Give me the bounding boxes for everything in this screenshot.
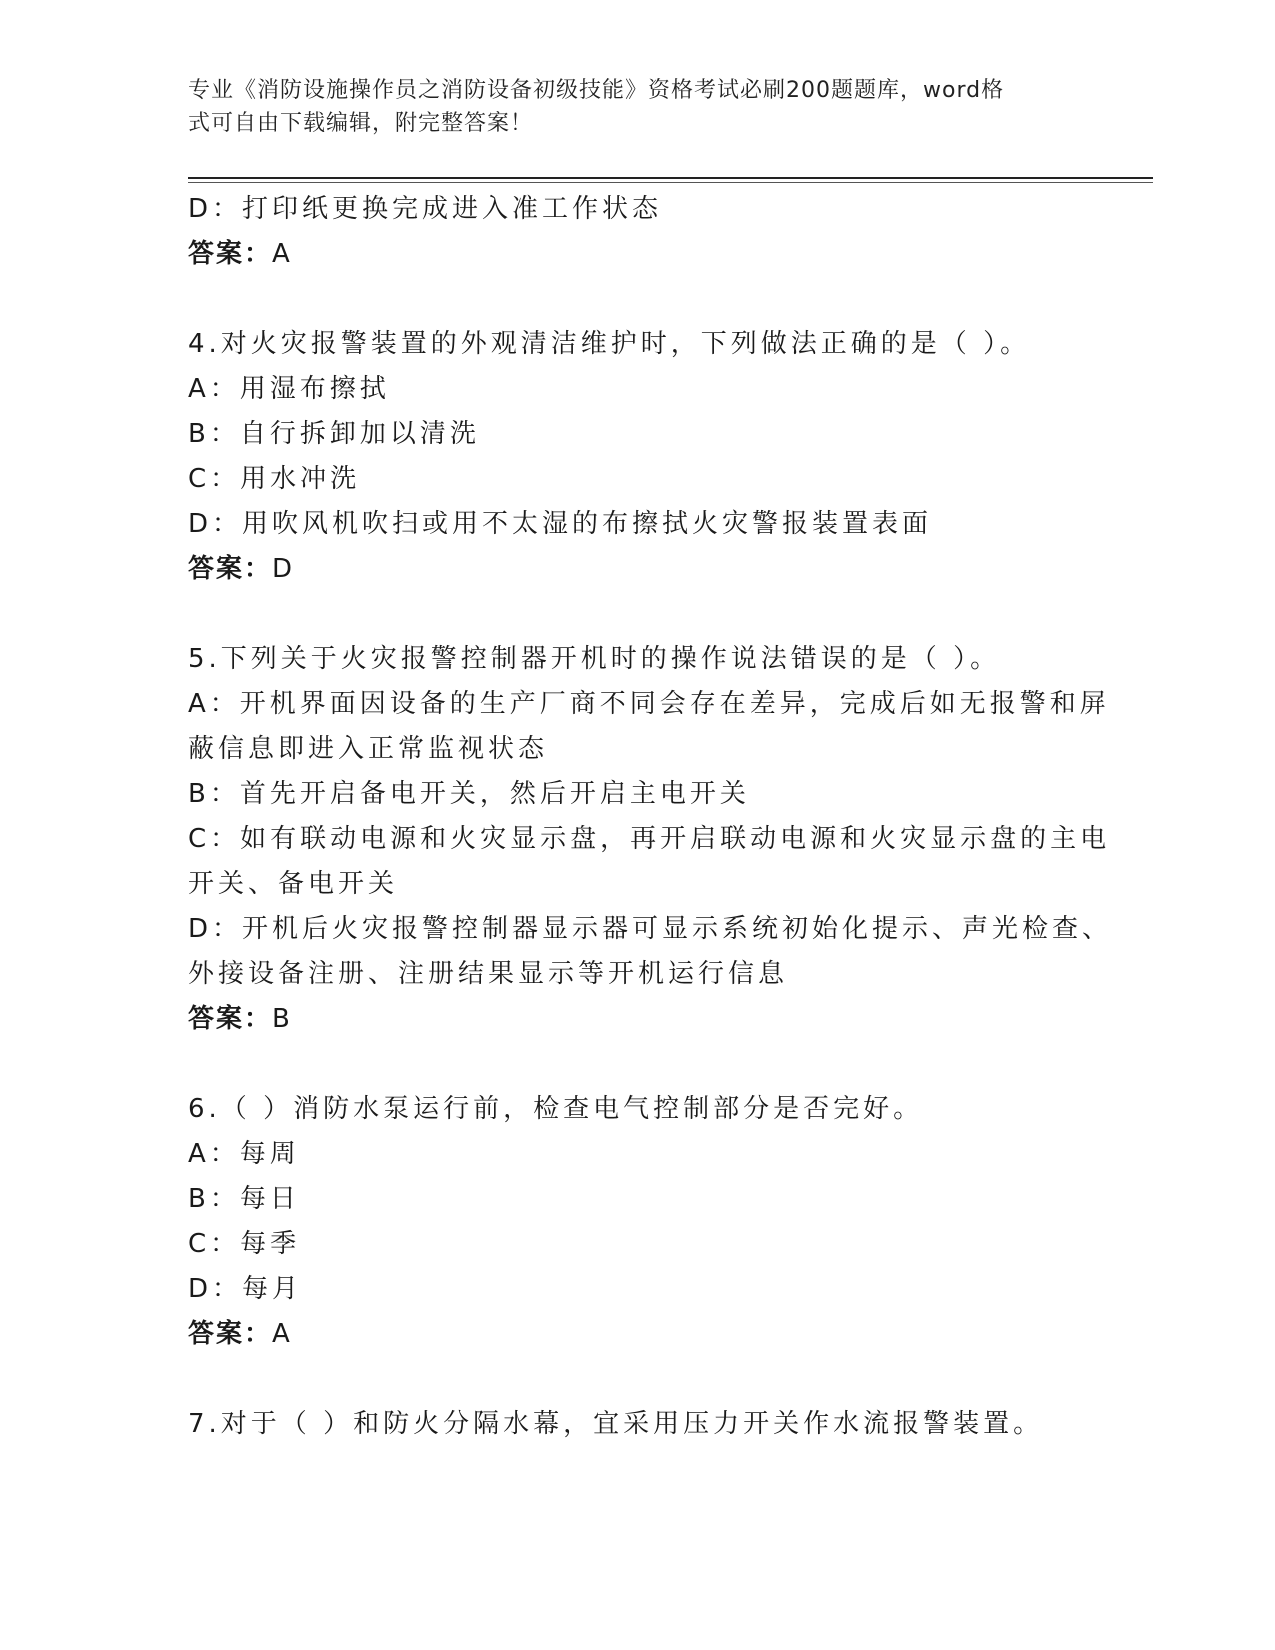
question-content [188,187,1113,1447]
option-a: A：开机界面因设备的生产厂商不同会存在差异，完成后如无报警和屏 [188,689,1110,719]
option-d: D：打印纸更换完成进入准工作状态 [188,194,663,224]
option-d: D：每月 [188,1274,303,1304]
answer-line [188,547,1088,592]
answer-label: 答案： [188,554,273,584]
question-stem: 4.对火灾报警装置的外观清洁维护时，下列做法正确的是（ ）。 [188,329,1031,359]
header-divider-thin [188,182,1153,183]
question-stem: 6.（ ）消防水泵运行前，检查电气控制部分是否完好。 [188,1094,924,1124]
page-header [188,74,1068,140]
answer-value: A [272,1319,292,1349]
spacer [188,592,1088,637]
option-c: C：每季 [188,1229,301,1259]
answer-line [188,1312,1088,1357]
option-a: A：每周 [188,1139,300,1169]
question-stem: 5.下列关于火灾报警控制器开机时的操作说法错误的是（ ）。 [188,644,1001,674]
spacer [188,1042,1088,1087]
question-stem: 7.对于（ ）和防火分隔水幕，宜采用压力开关作水流报警装置。 [188,1409,1044,1439]
spacer [188,277,1088,322]
option-b: B：自行拆卸加以清洗 [188,419,480,449]
option-d-continued: 外接设备注册、注册结果显示等开机运行信息 [188,959,789,989]
answer-value: B [272,1004,292,1034]
spacer [188,1357,1088,1402]
answer-label: 答案： [188,1319,273,1349]
header-line-1: 专业《消防设施操作员之消防设备初级技能》资格考试必刷200题题库，word格 [188,78,1005,103]
answer-line [188,232,1088,277]
answer-value: D [272,554,295,584]
answer-value: A [272,239,292,269]
option-c-continued: 开关、备电开关 [188,869,399,899]
answer-line [188,997,1088,1042]
option-a-continued: 蔽信息即进入正常监视状态 [188,734,549,764]
option-d: D：用吹风机吹扫或用不太湿的布擦拭火灾警报装置表面 [188,509,933,539]
answer-label: 答案： [188,239,273,269]
option-c: C：用水冲洗 [188,464,361,494]
option-a: A：用湿布擦拭 [188,374,390,404]
option-d: D：开机后火灾报警控制器显示器可显示系统初始化提示、声光检查、 [188,914,1113,944]
answer-label: 答案： [188,1004,273,1034]
option-b: B：首先开启备电开关，然后开启主电开关 [188,779,750,809]
option-c: C：如有联动电源和火灾显示盘，再开启联动电源和火灾显示盘的主电 [188,824,1111,854]
header-divider-thick [188,177,1153,179]
header-line-2: 式可自由下载编辑，附完整答案！ [188,111,534,136]
option-b: B：每日 [188,1184,300,1214]
